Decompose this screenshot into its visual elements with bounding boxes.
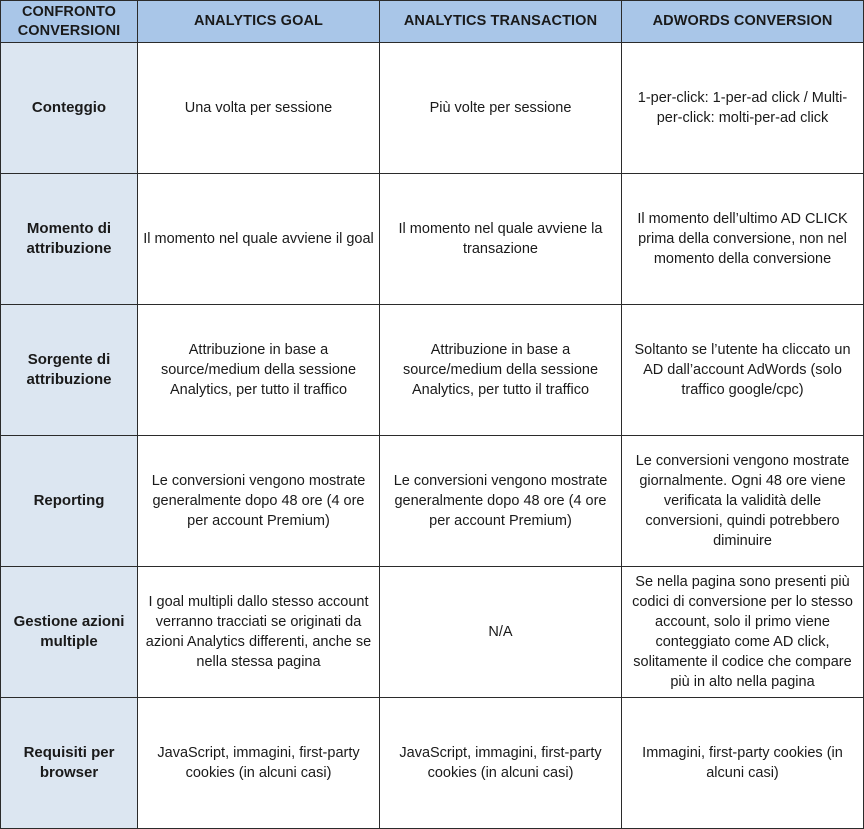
- row-momento-attribuzione: [1, 174, 864, 305]
- row-label: Conteggio: [1, 43, 138, 174]
- table-cell: Attribuzione in base a source/medium della sessione Analytics, per tutto il traffico: [380, 305, 622, 436]
- column-header-analytics-transaction: ANALYTICS TRANSACTION: [380, 1, 622, 43]
- row-gestione-azioni-multiple: [1, 567, 864, 698]
- table-cell: N/A: [380, 567, 622, 698]
- table-cell: 1-per-click: 1-per-ad click / Multi-per-click: molti-per-ad click: [622, 43, 864, 174]
- row-label: Gestione azioni multiple: [1, 567, 138, 698]
- row-reporting: [1, 436, 864, 567]
- table-cell: JavaScript, immagini, first-party cookies (in alcuni casi): [380, 698, 622, 829]
- table-cell: Il momento dell’ultimo AD CLICK prima della conversione, non nel momento della conversione: [622, 174, 864, 305]
- table-cell: JavaScript, immagini, first-party cookies (in alcuni casi): [138, 698, 380, 829]
- table-cell: Attribuzione in base a source/medium della sessione Analytics, per tutto il traffico: [138, 305, 380, 436]
- table-cell: Il momento nel quale avviene il goal: [138, 174, 380, 305]
- table-cell: Le conversioni vengono mostrate generalmente dopo 48 ore (4 ore per account Premium): [138, 436, 380, 567]
- table-cell: Se nella pagina sono presenti più codici di conversione per lo stesso account, solo il primo viene conteggiato come AD click, solitamente il codice che compare più in alto nella pagina: [622, 567, 864, 698]
- row-label: Momento di attribuzione: [1, 174, 138, 305]
- table-cell: Soltanto se l’utente ha cliccato un AD dall’account AdWords (solo traffico google/cpc): [622, 305, 864, 436]
- header-row: [1, 1, 864, 43]
- table-cell: Immagini, first-party cookies (in alcuni casi): [622, 698, 864, 829]
- table-cell: I goal multipli dallo stesso account verranno tracciati se originati da azioni Analytics differenti, anche se nella stessa pagina: [138, 567, 380, 698]
- corner-header: CONFRONTO CONVERSIONI: [1, 1, 138, 43]
- column-header-analytics-goal: ANALYTICS GOAL: [138, 1, 380, 43]
- table-cell: Il momento nel quale avviene la transazione: [380, 174, 622, 305]
- row-label: Sorgente di attribuzione: [1, 305, 138, 436]
- table-cell: Le conversioni vengono mostrate generalmente dopo 48 ore (4 ore per account Premium): [380, 436, 622, 567]
- table-cell: Una volta per sessione: [138, 43, 380, 174]
- row-conteggio: [1, 43, 864, 174]
- table-cell: Più volte per sessione: [380, 43, 622, 174]
- row-sorgente-attribuzione: [1, 305, 864, 436]
- column-header-adwords-conversion: ADWORDS CONVERSION: [622, 1, 864, 43]
- row-requisiti-browser: [1, 698, 864, 829]
- row-label: Requisiti per browser: [1, 698, 138, 829]
- row-label: Reporting: [1, 436, 138, 567]
- table-cell: Le conversioni vengono mostrate giornalmente. Ogni 48 ore viene verificata la validità delle conversioni, quindi potrebbero diminuire: [622, 436, 864, 567]
